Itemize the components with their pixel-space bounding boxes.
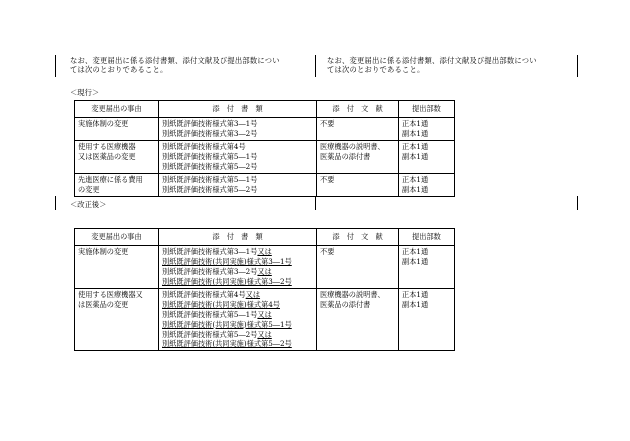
header-attached-documents: 添 付 書 類 [159,229,317,246]
cell-line: 医薬品の添付書 [320,299,371,309]
header-attached-documents: 添 付 書 類 [159,101,317,118]
inserted-text: 別紙既評価技術(共同実施)様式第3―1号 [162,256,292,266]
cell-line: 副本1通 [402,256,429,266]
header-reason: 変更届出の事由 [75,229,159,246]
reason-cell [75,140,159,173]
right-margin-rule-top [577,55,578,77]
inserted-text: 又は [257,309,272,319]
center-divider-rule-bottom [315,196,316,210]
table-row [75,118,455,141]
cell-line: 別紙既評価技術様式第5―1号 [162,174,258,184]
cell-line: 実施体制の変更 [78,119,129,128]
cell-line [162,310,313,320]
cell-line: は医薬品の変更 [78,299,129,309]
literature-cell [317,173,399,196]
cell-line: 別紙既評価技術様式第4号 [162,141,246,151]
cell-line: 別紙既評価技術様式第3―2号 [162,128,258,138]
table-row [75,246,455,289]
header-submission-copies: 提出部数 [399,229,455,246]
cell-line [162,320,313,330]
cell-line: 副本1通 [402,128,429,138]
cell-line [162,267,313,277]
cell-line [162,290,313,300]
current-table [74,100,455,197]
reason-cell [75,118,159,141]
cell-line: 不要 [320,174,335,184]
cell-line [162,277,313,287]
form-reference: 別紙既評価技術様式第5―2号 [162,329,258,339]
form-reference: 別紙既評価技術様式第4号 [162,289,246,299]
cell-line: 別紙既評価技術様式第5―1号 [162,151,258,161]
literature-cell [317,288,399,351]
form-reference: 別紙既評価技術様式第3―2号 [162,266,258,276]
cell-line: 別紙既評価技術様式第5―2号 [162,161,258,171]
documents-cell [159,140,317,173]
inserted-text: 又は [257,329,272,339]
literature-cell [317,140,399,173]
revised-table-header-row [75,229,455,246]
copies-cell [399,173,455,196]
cell-line: 不要 [320,247,335,256]
inserted-text: 別紙既評価技術(共同実施)様式第5―2号 [162,339,292,349]
cell-line [162,330,313,340]
current-table-header-row [75,101,455,118]
cell-line: 正本1通 [402,247,429,256]
documents-cell [159,173,317,196]
cell-line: 実施体制の変更 [78,247,129,256]
cell-line [162,247,313,257]
table-row [75,288,455,351]
cell-line: 正本1通 [402,174,429,184]
cell-line: 副本1通 [402,299,429,309]
literature-cell [317,246,399,289]
intro-paragraph-left: なお、変更届出に係る添付書類、添付文献及び提出部数につい ては次のとおりであること。 [70,56,280,75]
cell-line: 別紙既評価技術様式第3―1号 [162,119,258,128]
cell-line: 別紙既評価技術様式第5―2号 [162,184,258,194]
current-section-label: ＜現行＞ [70,88,100,97]
reason-cell [75,173,159,196]
form-reference: 別紙既評価技術様式第3―1号 [162,247,258,256]
inserted-text: 別紙既評価技術(共同実施)様式第5―1号 [162,319,292,329]
right-margin-rule-bottom [577,196,578,210]
form-reference: 別紙既評価技術様式第5―1号 [162,309,258,319]
documents-cell [159,118,317,141]
cell-line: 副本1通 [402,151,429,161]
left-margin-rule-bottom [55,196,56,210]
header-submission-copies: 提出部数 [399,101,455,118]
cell-line: 使用する医療機器 [78,141,136,151]
inserted-text: 別紙既評価技術(共同実施)様式第3―2号 [162,276,292,286]
literature-cell [317,118,399,141]
center-divider-rule-top [315,55,316,77]
header-attached-literature: 添 付 文 献 [317,101,399,118]
cell-line: 使用する医療機器又 [78,289,143,299]
copies-cell [399,288,455,351]
cell-line: 又は医薬品の変更 [78,151,136,161]
copies-cell [399,246,455,289]
left-margin-rule-top [55,55,56,77]
cell-line [162,257,313,267]
cell-line: 副本1通 [402,184,429,194]
documents-cell [159,246,317,289]
cell-line [162,339,313,349]
intro-paragraph-right: なお、変更届出に係る添付書類、添付文献及び提出部数につい ては次のとおりであること。 [327,56,537,75]
cell-line: 不要 [320,119,335,128]
inserted-text: 又は [245,289,261,299]
cell-line: 医療機器の説明書、 [320,141,385,151]
documents-cell [159,288,317,351]
reason-cell [75,288,159,351]
cell-line [162,300,313,310]
cell-line: 医薬品の添付書 [320,151,371,161]
cell-line: 正本1通 [402,141,429,151]
header-attached-literature: 添 付 文 献 [317,229,399,246]
cell-line: 正本1通 [402,119,429,128]
cell-line: 先進医療に係る費用 [78,174,143,184]
inserted-text: 又は [257,247,272,256]
revised-table [74,228,455,351]
header-reason: 変更届出の事由 [75,101,159,118]
copies-cell [399,140,455,173]
reason-cell [75,246,159,289]
inserted-text: 又は [257,266,272,276]
revised-section-label: ＜改正後＞ [70,200,107,209]
copies-cell [399,118,455,141]
cell-line: 正本1通 [402,289,429,299]
inserted-text: 別紙既評価技術(共同実施)様式第4号 [162,299,280,309]
cell-line: 医療機器の説明書、 [320,289,385,299]
table-row [75,173,455,196]
table-row [75,140,455,173]
cell-line: の変更 [78,184,100,194]
